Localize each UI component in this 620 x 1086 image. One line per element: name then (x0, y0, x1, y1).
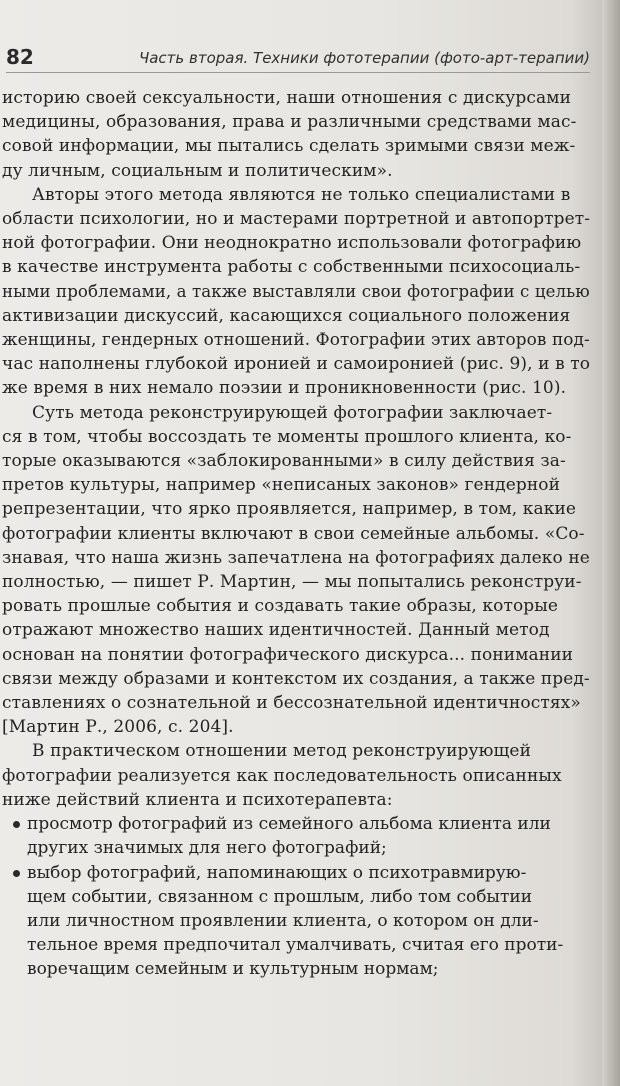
page-header (6, 44, 590, 73)
text-line: воречащим семейным и культурным нормам; (27, 959, 439, 980)
text-line: или личностном проявлении клиента, о котором он дли- (27, 910, 539, 931)
text-line: связи между образами и контекстом их создания, а также пред- (2, 668, 590, 689)
text-line: [Мартин Р., 2006, с. 204]. (2, 717, 234, 738)
text-line: полностью, — пишет Р. Мартин, — мы попытались реконструи- (2, 572, 582, 593)
text-line: просмотр фотографий из семейного альбома клиента или (27, 814, 551, 835)
page-number: 82 (6, 45, 34, 69)
text-line: других значимых для него фотографий; (27, 838, 387, 859)
text-line: ся в том, чтобы воссоздать те моменты прошлого клиента, ко- (2, 426, 572, 447)
body-text (2, 86, 590, 982)
running-head: Часть вторая. Техники фототерапии (фото-арт-терапии) (138, 49, 590, 67)
text-line: тельное время предпочитал умалчивать, считая его проти- (27, 935, 564, 956)
text-line: ными проблемами, а также выставляли свои фотографии с целью (2, 281, 590, 302)
text-line: ровать прошлые события и создавать такие образы, которые (2, 596, 559, 617)
page-gutter-shadow (602, 0, 620, 1086)
text-line: в качестве инструмента работы с собственными психосоциаль- (2, 257, 581, 278)
text-line: В практическом отношении метод реконструирующей (32, 741, 532, 762)
text-line: совой информации, мы пытались сделать зримыми связи меж- (2, 136, 576, 157)
text-line: ставлениях о сознательной и бессознательной идентичностях» (2, 693, 581, 714)
text-line: выбор фотографий, напоминающих о психотравмирую- (27, 862, 527, 883)
paragraph-practical (2, 739, 590, 812)
text-line: отражают множество наших идентичностей. Данный метод (2, 620, 550, 641)
list-item (2, 861, 590, 982)
paragraph-continuation (2, 86, 590, 183)
text-line: ной фотографии. Они неоднократно использовали фотографию (2, 233, 582, 254)
paragraph-authors (2, 183, 590, 401)
bullet-icon (13, 870, 20, 877)
text-line: женщины, гендерных отношений. Фотографии этих авторов под- (2, 330, 590, 351)
text-line: фотографии клиенты включают в свои семейные альбомы. «Со- (2, 523, 585, 544)
text-line: области психологии, но и мастерами портретной и автопортрет- (2, 209, 591, 230)
bullet-icon (13, 821, 20, 828)
text-line: час наполнены глубокой иронией и самоиронией (рис. 9), и в то (2, 354, 591, 375)
text-line: медицины, образования, права и различными средствами мас- (2, 112, 577, 133)
text-line: основан на понятии фотографического дискурса... понимании (2, 644, 574, 665)
text-line: фотографии реализуется как последовательность описанных (2, 765, 562, 786)
text-line: претов культуры, например «неписаных законов» гендерной (2, 475, 561, 496)
text-line: Суть метода реконструирующей фотографии заключает- (32, 402, 553, 423)
text-line: знавая, что наша жизнь запечатлена на фотографиях далеко не (2, 547, 590, 568)
text-line: историю своей сексуальности, наши отношения с дискурсами (2, 88, 572, 108)
text-line: активизации дискуссий, касающихся социального положения (2, 305, 571, 326)
list-item (2, 812, 590, 860)
text-line: репрезентации, что ярко проявляется, например, в том, какие (2, 499, 577, 520)
text-line: же время в них немало поэзии и проникновенности (рис. 10). (2, 378, 567, 399)
text-line: торые оказываются «заблокированными» в силу действия за- (2, 451, 566, 472)
text-line: Авторы этого метода являются не только специалистами в (32, 184, 571, 205)
text-line: щем событии, связанном с прошлым, либо том событии (27, 886, 533, 907)
paragraph-method-essence (2, 401, 590, 740)
steps-list (2, 812, 590, 981)
text-line: ду личным, социальным и политическим». (2, 160, 393, 181)
text-line: ниже действий клиента и психотерапевта: (2, 789, 393, 810)
